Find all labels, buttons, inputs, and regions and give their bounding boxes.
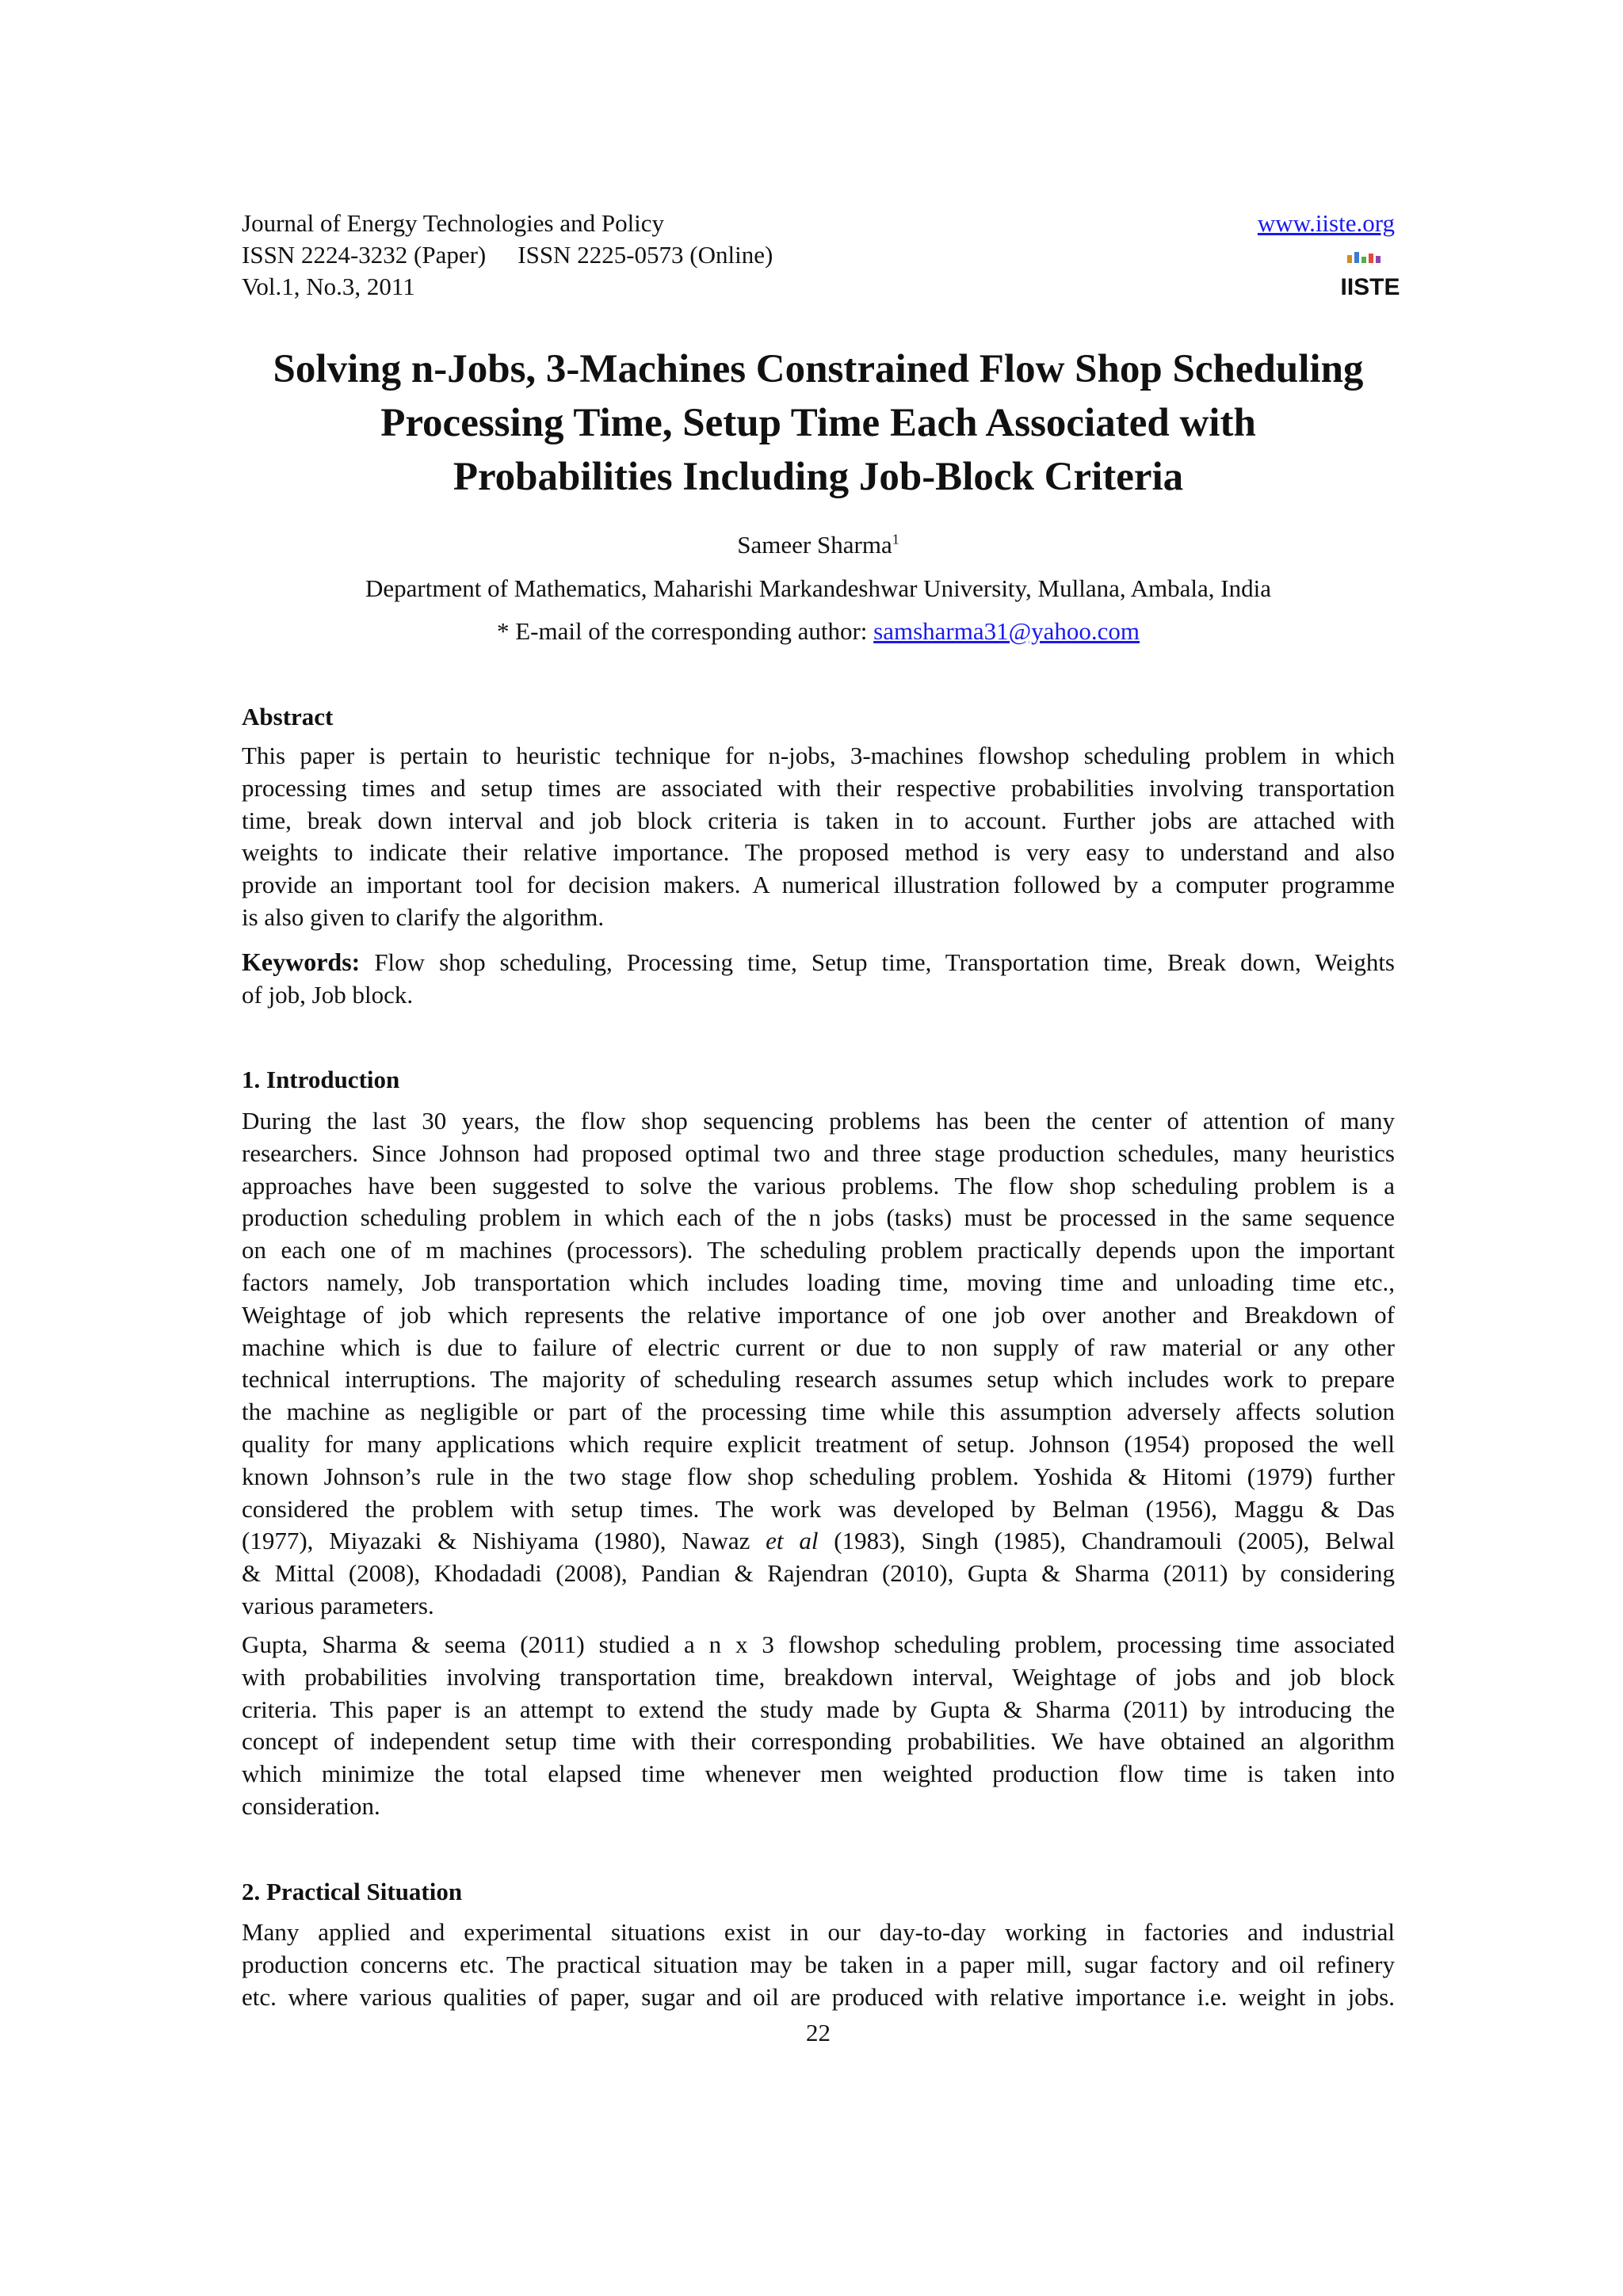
citation-text: (1983), Singh (1985), Chandramouli (2005), Belwal xyxy=(818,1527,1395,1555)
introduction-paragraph-1 xyxy=(242,1105,1395,1623)
svg-text:IISTE: IISTE xyxy=(1340,274,1400,300)
text-line: time, break down interval and job block criteria is taken in to account. Further jobs are attached with xyxy=(242,806,1395,834)
text-line: criteria. This paper is an attempt to extend the study made by Gupta & Sharma (2011) by introducing the xyxy=(242,1695,1395,1723)
text-line: processing times and setup times are associated with their respective probabilities involving transportation xyxy=(242,773,1395,802)
text-line: During the last 30 years, the flow shop sequencing problems has been the center of attention of many xyxy=(242,1107,1395,1135)
email-label: * E-mail of the corresponding author: xyxy=(496,617,874,645)
volume-issue: Vol.1, No.3, 2011 xyxy=(242,273,415,300)
practical-situation-body xyxy=(242,1917,1395,2013)
text-line: various parameters. xyxy=(242,1591,434,1619)
text-line: which minimize the total elapsed time whenever men weighted production flow time is taken into xyxy=(242,1760,1395,1788)
introduction-heading: 1. Introduction xyxy=(242,1066,400,1093)
issn-online: ISSN 2225-0573 (Online) xyxy=(517,241,773,269)
email-link[interactable]: samsharma31@yahoo.com xyxy=(873,617,1140,645)
text-line: researchers. Since Johnson had proposed optimal two and three stage production schedules, many heuristics xyxy=(242,1138,1395,1167)
journal-header xyxy=(242,208,1400,303)
text-line: is also given to clarify the algorithm. xyxy=(242,902,605,931)
issn-paper: ISSN 2224-3232 (Paper) xyxy=(242,241,487,269)
issn-line xyxy=(242,239,1395,271)
text-line: quality for many applications which require explicit treatment of setup. Johnson (1954) proposed the well xyxy=(242,1429,1395,1458)
text-line: consideration. xyxy=(242,1791,380,1820)
citation-text: (1977), Miyazaki & Nishiyama (1980), Nawaz xyxy=(242,1527,766,1555)
title-line: Solving n-Jobs, 3-Machines Constrained Flow Shop Scheduling xyxy=(273,347,1364,391)
title-line: Probabilities Including Job-Block Criteria xyxy=(453,455,1184,499)
iiste-logo xyxy=(1340,250,1400,301)
text-line: considered the problem with setup times. The work was developed by Belman (1956), Maggu & Das xyxy=(242,1494,1395,1523)
text-line: This paper is pertain to heuristic technique for n-jobs, 3-machines flowshop scheduling problem in which xyxy=(242,742,1395,769)
corresponding-email-line xyxy=(242,616,1395,647)
et-al: et al xyxy=(766,1527,819,1555)
text-line: & Mittal (2008), Khodadadi (2008), Pandian & Rajendran (2010), Gupta & Sharma (2011) by considering xyxy=(242,1559,1395,1588)
practical-situation-heading: 2. Practical Situation xyxy=(242,1878,463,1905)
text-line: Gupta, Sharma & seema (2011) studied a n x 3 flowshop scheduling problem, processing time associated xyxy=(242,1630,1395,1658)
text-line: concept of independent setup time with their corresponding probabilities. We have obtained an algorithm xyxy=(242,1727,1395,1756)
author-line xyxy=(242,529,1395,561)
abstract-heading: Abstract xyxy=(242,703,334,730)
author-name: Sameer Sharma xyxy=(737,531,892,559)
introduction-paragraph-2 xyxy=(242,1629,1395,1823)
text-line: known Johnson’s rule in the two stage flow shop scheduling problem. Yoshida & Hitomi (1979) further xyxy=(242,1462,1395,1490)
author-affiliation-mark: 1 xyxy=(892,531,899,547)
text-line: production scheduling problem in which each of the n jobs (tasks) must be processed in the same sequence xyxy=(242,1203,1395,1232)
title-line: Processing Time, Setup Time Each Associated with xyxy=(380,401,1256,445)
text-line-nawaz xyxy=(242,1525,1395,1558)
text-line: production concerns etc. The practical situation may be taken in a paper mill, sugar factory and oil refinery xyxy=(242,1950,1395,1978)
abstract-body xyxy=(242,740,1395,934)
text-line: factors namely, Job transportation which includes loading time, moving time and unloading time etc., xyxy=(242,1268,1395,1296)
text-line: etc. where various qualities of paper, sugar and oil are produced with relative importance i.e. weight in jobs. xyxy=(242,1982,1395,2011)
author-affiliation: Department of Mathematics, Maharishi Markandeshwar University, Mullana, Ambala, India xyxy=(365,574,1271,602)
journal-website-link[interactable]: www.iiste.org xyxy=(1257,209,1395,237)
text-line: technical interruptions. The majority of scheduling research assumes setup which includes work to prepare xyxy=(242,1365,1395,1394)
text-line: weights to indicate their relative importance. The proposed method is very easy to understand and also xyxy=(242,838,1395,867)
text-line: provide an important tool for decision makers. A numerical illustration followed by a computer programme xyxy=(242,871,1395,899)
keywords-line xyxy=(242,946,1395,979)
keywords-list: Flow shop scheduling, Processing time, Setup time, Transportation time, Break down, Weights xyxy=(360,948,1395,976)
keywords-block xyxy=(242,946,1395,1012)
text-line: approaches have been suggested to solve the various problems. The flow shop scheduling problem is a xyxy=(242,1171,1395,1199)
journal-name: Journal of Energy Technologies and Policy xyxy=(242,209,665,237)
paper-title xyxy=(242,342,1395,504)
text-line: machine which is due to failure of electric current or due to non supply of raw material or any other xyxy=(242,1333,1395,1361)
keywords-line: of job, Job block. xyxy=(242,980,414,1009)
keywords-label: Keywords: xyxy=(242,948,361,976)
text-line: the machine as negligible or part of the processing time while this assumption adversely affects solution xyxy=(242,1398,1395,1426)
text-line: Many applied and experimental situations exist in our day-to-day working in factories and industrial xyxy=(242,1918,1395,1946)
text-line: with probabilities involving transportation time, breakdown interval, Weightage of jobs and job block xyxy=(242,1662,1395,1691)
text-line: Weightage of job which represents the relative importance of one job over another and Breakdown of xyxy=(242,1300,1395,1329)
page-number: 22 xyxy=(806,2019,831,2046)
text-line: on each one of m machines (processors). The scheduling problem practically depends upon the important xyxy=(242,1236,1395,1264)
